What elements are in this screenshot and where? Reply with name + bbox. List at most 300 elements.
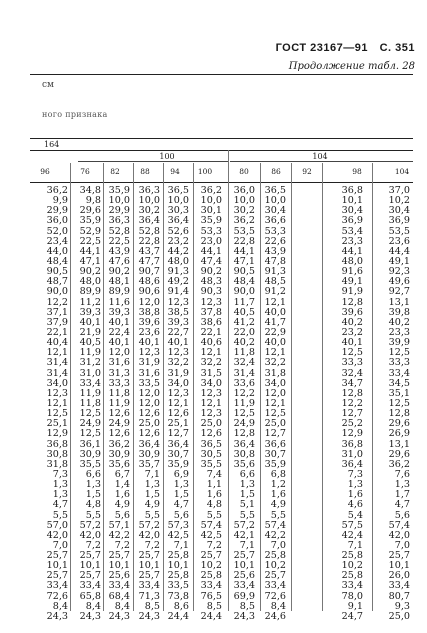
table-cell: 92,3 [388,266,410,278]
table-cell: 11,9 [233,397,255,409]
table-cell: 47,7 [138,255,160,267]
table-cell: 12,9 [341,428,363,440]
table-cell: 44,1 [79,245,101,257]
table-cell: 30,7 [264,448,286,460]
table-cell: 30,9 [79,448,101,460]
table-cell: 10,0 [264,195,286,207]
table-cell: 36,4 [138,438,160,450]
table-cell: 10,2 [200,560,222,572]
table-cell: 38,5 [167,306,189,318]
table-cell: 10,1 [167,560,189,572]
table-cell: 37,1 [46,306,68,318]
table-cell: 44,2 [167,245,189,257]
table-cell: 25,7 [138,570,160,582]
table-cell: 34,0 [167,377,189,389]
column-header-row [30,163,413,181]
table-cell: 53,3 [264,225,286,237]
table-cell: 30,8 [233,448,255,460]
table-cell: 53,5 [233,225,255,237]
table-cell: 26,0 [388,570,410,582]
table-cell: 12,6 [138,428,160,440]
table-cell: 90,5 [46,266,68,278]
column-header: 82 [110,167,120,176]
table-cell: 6,7 [114,468,130,480]
table-row [30,612,413,622]
table-cell: 53,4 [341,225,363,237]
table-cell: 47,6 [108,255,130,267]
table-cell: 36,4 [167,438,189,450]
table-cell: 40,5 [79,337,101,349]
table-cell: 10,2 [341,560,363,572]
table-cell: 72,6 [264,590,286,602]
table-cell: 10,1 [46,560,68,572]
table-cell: 34,0 [264,377,286,389]
table-cell: 7,2 [85,539,101,551]
table-cell: 48,7 [46,276,68,288]
table-cell: 31,9 [167,367,189,379]
table-cell: 23,6 [138,326,160,338]
table-cell: 31,4 [46,367,68,379]
table-cell: 12,1 [46,347,68,359]
table-cell: 25,8 [200,570,222,582]
table-cell: 1,4 [114,479,130,491]
table-cell: 12,2 [341,397,363,409]
table-cell: 24,4 [167,610,189,622]
table-cell: 7,2 [114,539,130,551]
table-cell: 90,3 [200,286,222,298]
table-row [30,358,413,368]
table-cell: 31,0 [341,448,363,460]
table-cell: 8,4 [52,600,68,612]
table-cell: 36,1 [79,438,101,450]
table-cell: 42,1 [233,529,255,541]
table-cell: 12,2 [233,387,255,399]
table-cell: 40,1 [108,316,130,328]
table-cell: 10,1 [79,560,101,572]
table-cell: 23,4 [46,235,68,247]
column-header: 80 [239,167,249,176]
table-cell: 33,4 [388,367,410,379]
table-cell: 1,7 [394,489,410,501]
table-cell: 13,1 [388,296,410,308]
table-cell: 90,5 [233,266,255,278]
table-cell: 12,7 [264,428,286,440]
table-cell: 13,1 [388,438,410,450]
table-cell: 34,0 [200,377,222,389]
table-cell: 40,4 [46,337,68,349]
table-cell: 37,0 [388,185,410,196]
standard-number: ГОСТ 23167—91 [275,42,369,54]
table-cell: 33,5 [167,580,189,592]
table-cell: 6,9 [173,468,189,480]
table-cell: 42,2 [264,529,286,541]
table-cell: 57,0 [46,519,68,531]
table-cell: 7,1 [347,539,363,551]
column-header: 94 [170,167,180,176]
table-cell: 12,1 [46,397,68,409]
group-header-104: 104 [312,152,328,161]
table-cell: 35,1 [388,387,410,399]
table-cell: 42,2 [108,529,130,541]
table-cell: 40,1 [167,337,189,349]
table-cell: 12,3 [200,408,222,420]
table-cell: 10,0 [200,195,222,207]
table-cell: 42,0 [79,529,101,541]
table-cell: 1,6 [114,489,130,501]
table-cell: 11,9 [79,347,101,359]
table-cell: 47,1 [233,255,255,267]
table-cell: 36,2 [46,185,68,196]
table-cell: 23,2 [341,326,363,338]
group-underline [230,161,413,162]
table-cell: 36,4 [138,215,160,227]
table-cell: 91,3 [167,266,189,278]
table-cell: 22,8 [233,235,255,247]
table-cell: 11,9 [79,387,101,399]
table-cell: 90,0 [46,286,68,298]
table-cell: 31,3 [108,367,130,379]
table-cell: 25,1 [46,418,68,430]
table-cell: 5,6 [173,509,189,521]
table-cell: 25,7 [46,550,68,562]
table-cell: 36,4 [233,438,255,450]
table-cell: 69,9 [233,590,255,602]
table-cell: 8,4 [85,600,101,612]
table-cell: 31,2 [79,357,101,369]
table-cell: 43,9 [108,245,130,257]
table-cell: 7,3 [52,468,68,480]
table-cell: 33,4 [233,580,255,592]
column-header: 86 [271,167,281,176]
table-cell: 47,1 [79,255,101,267]
table-cell: 24,3 [233,610,255,622]
table-cell: 12,0 [138,387,160,399]
table-cell: 1,6 [347,489,363,501]
table-cell: 12,6 [200,428,222,440]
table-cell: 7,3 [347,468,363,480]
table-cell: 12,0 [138,397,160,409]
table-cell: 6,6 [239,468,255,480]
table-cell: 35,6 [233,458,255,470]
table-cell: 8,6 [173,600,189,612]
table-cell: 26,9 [388,428,410,440]
table-cell: 91,2 [264,286,286,298]
table-cell: 25,7 [233,550,255,562]
table-cell: 35,7 [138,458,160,470]
table-cell: 90,2 [200,266,222,278]
table-cell: 25,7 [46,570,68,582]
table-cell: 1,3 [144,479,160,491]
table-cell: 25,7 [388,550,410,562]
column-header: 88 [140,167,150,176]
table-cell: 12,1 [264,296,286,308]
table-cell: 36,5 [167,185,189,196]
table-cell: 90,0 [233,286,255,298]
table-cell: 30,5 [200,448,222,460]
table-cell: 36,0 [233,185,255,196]
table-cell: 49,1 [341,276,363,288]
table-cell: 33,6 [233,377,255,389]
table-cell: 5,6 [114,509,130,521]
column-header: 100 [197,167,213,176]
table-cell: 57,5 [341,519,363,531]
table-cell: 24,4 [200,610,222,622]
table-cell: 25,1 [167,418,189,430]
table-cell: 8,5 [144,600,160,612]
table-cell: 12,8 [388,408,410,420]
group-underline [78,161,228,162]
table-cell: 42,0 [388,529,410,541]
table-cell: 34,0 [46,377,68,389]
table-row [30,429,413,439]
table-cell: 48,4 [233,276,255,288]
table-cell: 36,8 [46,438,68,450]
table-cell: 68,4 [108,590,130,602]
table-cell: 49,6 [388,276,410,288]
table-cell: 44,1 [341,245,363,257]
table-cell: 25,0 [264,418,286,430]
table-cell: 12,6 [108,428,130,440]
table-cell: 25,2 [341,418,363,430]
table-cell: 40,1 [341,337,363,349]
table-cell: 22,9 [264,326,286,338]
table-cell: 7,4 [206,468,222,480]
table-cell: 25,6 [233,570,255,582]
table-cell: 5,5 [206,509,222,521]
table-cell: 31,5 [200,367,222,379]
table-cell: 4,8 [206,499,222,511]
table-cell: 22,4 [108,326,130,338]
table-cell: 30,8 [46,448,68,460]
table-cell: 10,1 [341,195,363,207]
table-cell: 7,0 [270,539,286,551]
table-cell: 48,5 [264,276,286,288]
table-cell: 22,5 [79,235,101,247]
table-cell: 52,6 [167,225,189,237]
table-cell: 12,7 [341,408,363,420]
table-cell: 48,0 [341,255,363,267]
table-cell: 23,0 [200,235,222,247]
table-cell: 10,1 [108,560,130,572]
table-cell: 78,0 [341,590,363,602]
table-cell: 30,4 [388,205,410,217]
table-cell: 12,3 [167,387,189,399]
table-cell: 29,9 [108,205,130,217]
table-cell: 40,2 [233,337,255,349]
table-cell: 11,9 [108,397,130,409]
table-cell: 22,0 [233,326,255,338]
table-cell: 7,6 [394,468,410,480]
table-cell: 49,1 [388,255,410,267]
table-cell: 1,3 [52,489,68,501]
table-cell: 36,4 [341,458,363,470]
table-cell: 35,9 [79,215,101,227]
table-cell: 33,3 [108,377,130,389]
table-cell: 65,8 [79,590,101,602]
table-cell: 30,9 [108,448,130,460]
table-cell: 7,1 [239,539,255,551]
table-cell: 33,4 [46,580,68,592]
table-rule [30,138,413,139]
table-cell: 37,8 [200,306,222,318]
table-cell: 90,6 [138,286,160,298]
table-cell: 1,5 [144,489,160,501]
table-cell: 1,3 [347,479,363,491]
table-cell: 12,9 [46,428,68,440]
table-cell: 25,8 [167,570,189,582]
table-cell: 12,5 [264,408,286,420]
table-cell: 35,6 [108,458,130,470]
table-cell: 12,5 [341,347,363,359]
table-cell: 40,0 [264,306,286,318]
left-group-header: 164 [44,140,60,149]
table-cell: 32,2 [200,357,222,369]
table-cell: 23,2 [167,235,189,247]
table-cell: 1,3 [394,479,410,491]
table-cell: 40,2 [341,316,363,328]
table-cell: 33,4 [79,580,101,592]
table-cell: 11,8 [79,397,101,409]
table-row [30,500,413,510]
table-cell: 5,5 [85,509,101,521]
table-cell: 35,5 [79,458,101,470]
table-cell: 92,7 [388,286,410,298]
table-cell: 24,9 [79,418,101,430]
table-cell: 23,6 [388,235,410,247]
table-cell: 12,8 [233,428,255,440]
table-cell: 39,3 [167,316,189,328]
table-cell: 7,1 [173,539,189,551]
table-cell: 38,8 [138,306,160,318]
table-cell: 30,2 [138,205,160,217]
table-cell: 1,6 [270,489,286,501]
table-cell: 33,5 [138,377,160,389]
table-cell: 29,9 [46,205,68,217]
table-cell: 73,8 [167,590,189,602]
table-cell: 91,3 [264,266,286,278]
table-cell: 35,9 [264,458,286,470]
column-header: 98 [352,167,362,176]
table-cell: 32,4 [233,357,255,369]
table-cell: 24,3 [138,610,160,622]
units-label: см [42,80,55,90]
table-cell: 12,1 [200,397,222,409]
table-cell: 12,3 [167,347,189,359]
table-cell: 4,8 [85,499,101,511]
table-cell: 9,9 [52,195,68,207]
table-cell: 5,1 [239,499,255,511]
table-cell: 24,3 [79,610,101,622]
table-cell: 25,7 [138,550,160,562]
table-cell: 11,2 [79,296,101,308]
table-cell: 7,2 [206,539,222,551]
table-cell: 1,5 [85,489,101,501]
table-cell: 9,1 [347,600,363,612]
table-cell: 7,1 [144,468,160,480]
table-cell: 39,3 [79,306,101,318]
table-cell: 33,3 [341,357,363,369]
table-cell: 34,7 [341,377,363,389]
table-cell: 9,8 [85,195,101,207]
table-cell: 25,7 [200,550,222,562]
table-cell: 91,9 [341,286,363,298]
table-cell: 22,7 [167,326,189,338]
table-cell: 25,7 [108,550,130,562]
table-cell: 90,2 [79,266,101,278]
table-top-rule [30,74,413,75]
table-cell: 39,3 [108,306,130,318]
table-cell: 36,2 [200,185,222,196]
table-cell: 4,9 [114,499,130,511]
table-cell: 25,8 [167,550,189,562]
table-cell: 57,2 [79,519,101,531]
table-cell: 7,2 [144,539,160,551]
table-cell: 5,5 [239,509,255,521]
table-cell: 12,5 [233,408,255,420]
table-cell: 90,2 [108,266,130,278]
table-cell: 32,4 [341,367,363,379]
table-cell: 72,6 [46,590,68,602]
table-cell: 24,6 [264,610,286,622]
table-cell: 12,3 [200,296,222,308]
data-table-body [30,186,413,622]
table-cell: 10,2 [388,195,410,207]
table-cell: 39,9 [388,337,410,349]
table-cell: 10,1 [233,560,255,572]
table-cell: 57,4 [200,519,222,531]
table-cell: 29,6 [388,418,410,430]
table-cell: 31,4 [46,357,68,369]
table-cell: 30,4 [264,205,286,217]
table-cell: 12,0 [108,347,130,359]
table-cell: 1,1 [206,479,222,491]
table-cell: 57,3 [167,519,189,531]
table-rule [30,182,413,183]
table-cell: 12,0 [264,387,286,399]
table-cell: 36,6 [264,438,286,450]
page-header [268,42,415,54]
table-cell: 8,4 [114,600,130,612]
table-cell: 11,7 [233,296,255,308]
table-cell: 10,0 [108,195,130,207]
table-cell: 12,5 [79,408,101,420]
table-cell: 1,3 [239,479,255,491]
table-cell: 29,6 [79,205,101,217]
table-cell: 35,9 [167,458,189,470]
table-cell: 30,3 [167,205,189,217]
table-cell: 12,1 [200,347,222,359]
table-cell: 30,4 [341,205,363,217]
table-cell: 12,6 [167,408,189,420]
table-cell: 48,3 [200,276,222,288]
table-cell: 11,8 [108,387,130,399]
table-cell: 24,3 [46,610,68,622]
table-cell: 44,1 [233,245,255,257]
table-cell: 25,8 [341,570,363,582]
table-cell: 91,4 [167,286,189,298]
table-cell: 10,0 [233,195,255,207]
table-cell: 7,0 [394,539,410,551]
table-cell: 10,0 [167,195,189,207]
table-cell: 12,3 [167,296,189,308]
table-cell: 40,6 [200,337,222,349]
table-cell: 4,7 [173,499,189,511]
table-cell: 5,4 [347,509,363,521]
table-cell: 24,3 [108,610,130,622]
table-cell: 35,5 [200,458,222,470]
table-cell: 48,6 [138,276,160,288]
table-cell: 39,6 [341,306,363,318]
